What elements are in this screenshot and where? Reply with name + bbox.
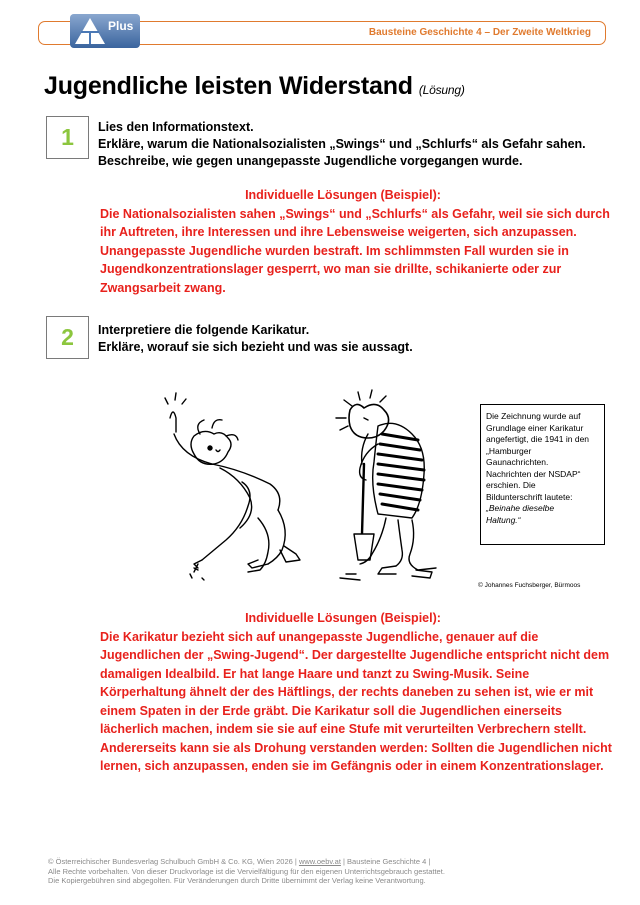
answer-2-line: Jugendlichen der „Swing-Jugend“. Der dargestellte Jugendliche entspricht nicht dem (100, 648, 610, 662)
answer-1-line: Unangepasste Jugendliche wurden bestraft. Im schlimmsten Fall wurden sie in (100, 243, 569, 258)
swing-youth-figure (165, 393, 300, 580)
page-footer (48, 857, 445, 886)
answer-2-line: einem Spaten in der Erde gräbt. Die Karikatur soll die Jugendlichen einerseits (100, 703, 562, 718)
task-1-line: Erkläre, warum die Nationalsozialisten „Swings“ und „Schlurfs“ als Gefahr sahen. (98, 137, 586, 151)
task-2-line: Erkläre, worauf sie sich bezieht und was sie aussagt. (98, 340, 413, 354)
info-line: Die Zeichnung wurde auf (486, 411, 581, 421)
footer-line-3: Die Kopiergebühren sind abgegolten. Für Veränderungen durch Dritte übernimmt der Verlag keine Verantwortung. (48, 876, 426, 885)
prisoner-figure (336, 390, 436, 580)
plus-logo (70, 14, 140, 52)
page-title (44, 72, 465, 101)
answer-2-line: Die Karikatur bezieht sich auf unangepasste Jugendliche, genauer auf die (100, 629, 539, 644)
task-number-2: 2 (46, 316, 89, 359)
info-line: Bildunterschrift lautete: (486, 491, 573, 502)
info-line: erschien. Die (486, 480, 536, 490)
footer-series: | Bausteine Geschichte 4 | (343, 857, 431, 866)
task-2-line: Interpretiere die folgende Karikatur. (98, 323, 310, 337)
answer-2-line: lächerlich machen, indem sie sie auf eine Stufe mit verurteilten Verbrechern stellt. (100, 722, 587, 736)
answer-2 (100, 609, 612, 776)
info-line: Gaunachrichten. (486, 457, 549, 467)
answer-1 (100, 186, 610, 297)
task-1-instructions (98, 119, 586, 170)
answer-2-line: Körperhaltung ähnelt der des Häftlings, der rechts daneben zu sehen ist, wie er mit (100, 685, 594, 699)
answer-1-line: ihr Auftreten, ihre Interessen und ihre Lebensweise weigerten, sich anzupassen. (100, 225, 577, 239)
cartoon-info-box (480, 404, 605, 545)
footer-copyright: © Österreichischer Bundesverlag Schulbuch GmbH & Co. KG, Wien 2026 | (48, 857, 297, 866)
cartoon-illustration (150, 378, 480, 588)
info-caption-line: „Beinahe dieselbe (486, 503, 555, 513)
page-title-main: Jugendliche leisten Widerstand (44, 72, 413, 100)
info-line: Nachrichten der NSDAP“ (486, 468, 581, 479)
task-1-line: Beschreibe, wie gegen unangepasste Jugendliche vorgegangen wurde. (98, 154, 523, 168)
answer-1-heading: Individuelle Lösungen (Beispiel): (245, 188, 441, 202)
answer-1-line: Zwangsarbeit zwang. (100, 280, 226, 295)
task-2-instructions (98, 322, 413, 356)
footer-line-2: Alle Rechte vorbehalten. Von dieser Druckvorlage ist die Vervielfältigung für den eigenen Unterrichtsgebrauch gestattet. (48, 866, 445, 876)
answer-2-line: Andererseits kann sie als Drohung verstanden werden: Sollten die Jugendlichen nicht (100, 740, 612, 755)
page-title-sub: (Lösung) (418, 83, 465, 97)
info-line: „Hamburger (486, 445, 532, 456)
publisher-link[interactable]: www.oebv.at (298, 857, 341, 866)
info-caption-line: Haltung.“ (486, 514, 521, 525)
series-title: Bausteine Geschichte 4 – Der Zweite Weltkrieg (368, 27, 591, 38)
answer-1-line: Die Nationalsozialisten sahen „Swings“ und „Schlurfs“ als Gefahr, weil sie sich durch (100, 206, 610, 221)
logo-text: Plus (108, 19, 134, 33)
answer-2-line: lernen, sich anzupassen, enden sie im Gefängnis oder in einem Konzentrationslager. (100, 759, 604, 773)
info-line: angefertigt, die 1941 in den (486, 434, 590, 444)
info-line: Grundlage einer Karikatur (486, 422, 584, 433)
footer-line-1 (48, 857, 445, 867)
answer-2-line: damaligen Idealbild. Er hat lange Haare und tanzt zu Swing-Musik. Seine (100, 666, 530, 681)
image-credit: © Johannes Fuchsberger, Bürmoos (478, 582, 581, 589)
answer-1-line: Jugendkonzentrationslager gesperrt, wo man sie drillte, schikanierte oder zur (100, 262, 562, 276)
task-1-line: Lies den Informationstext. (98, 120, 254, 134)
task-number-1: 1 (46, 116, 89, 159)
answer-2-heading: Individuelle Lösungen (Beispiel): (245, 611, 441, 625)
